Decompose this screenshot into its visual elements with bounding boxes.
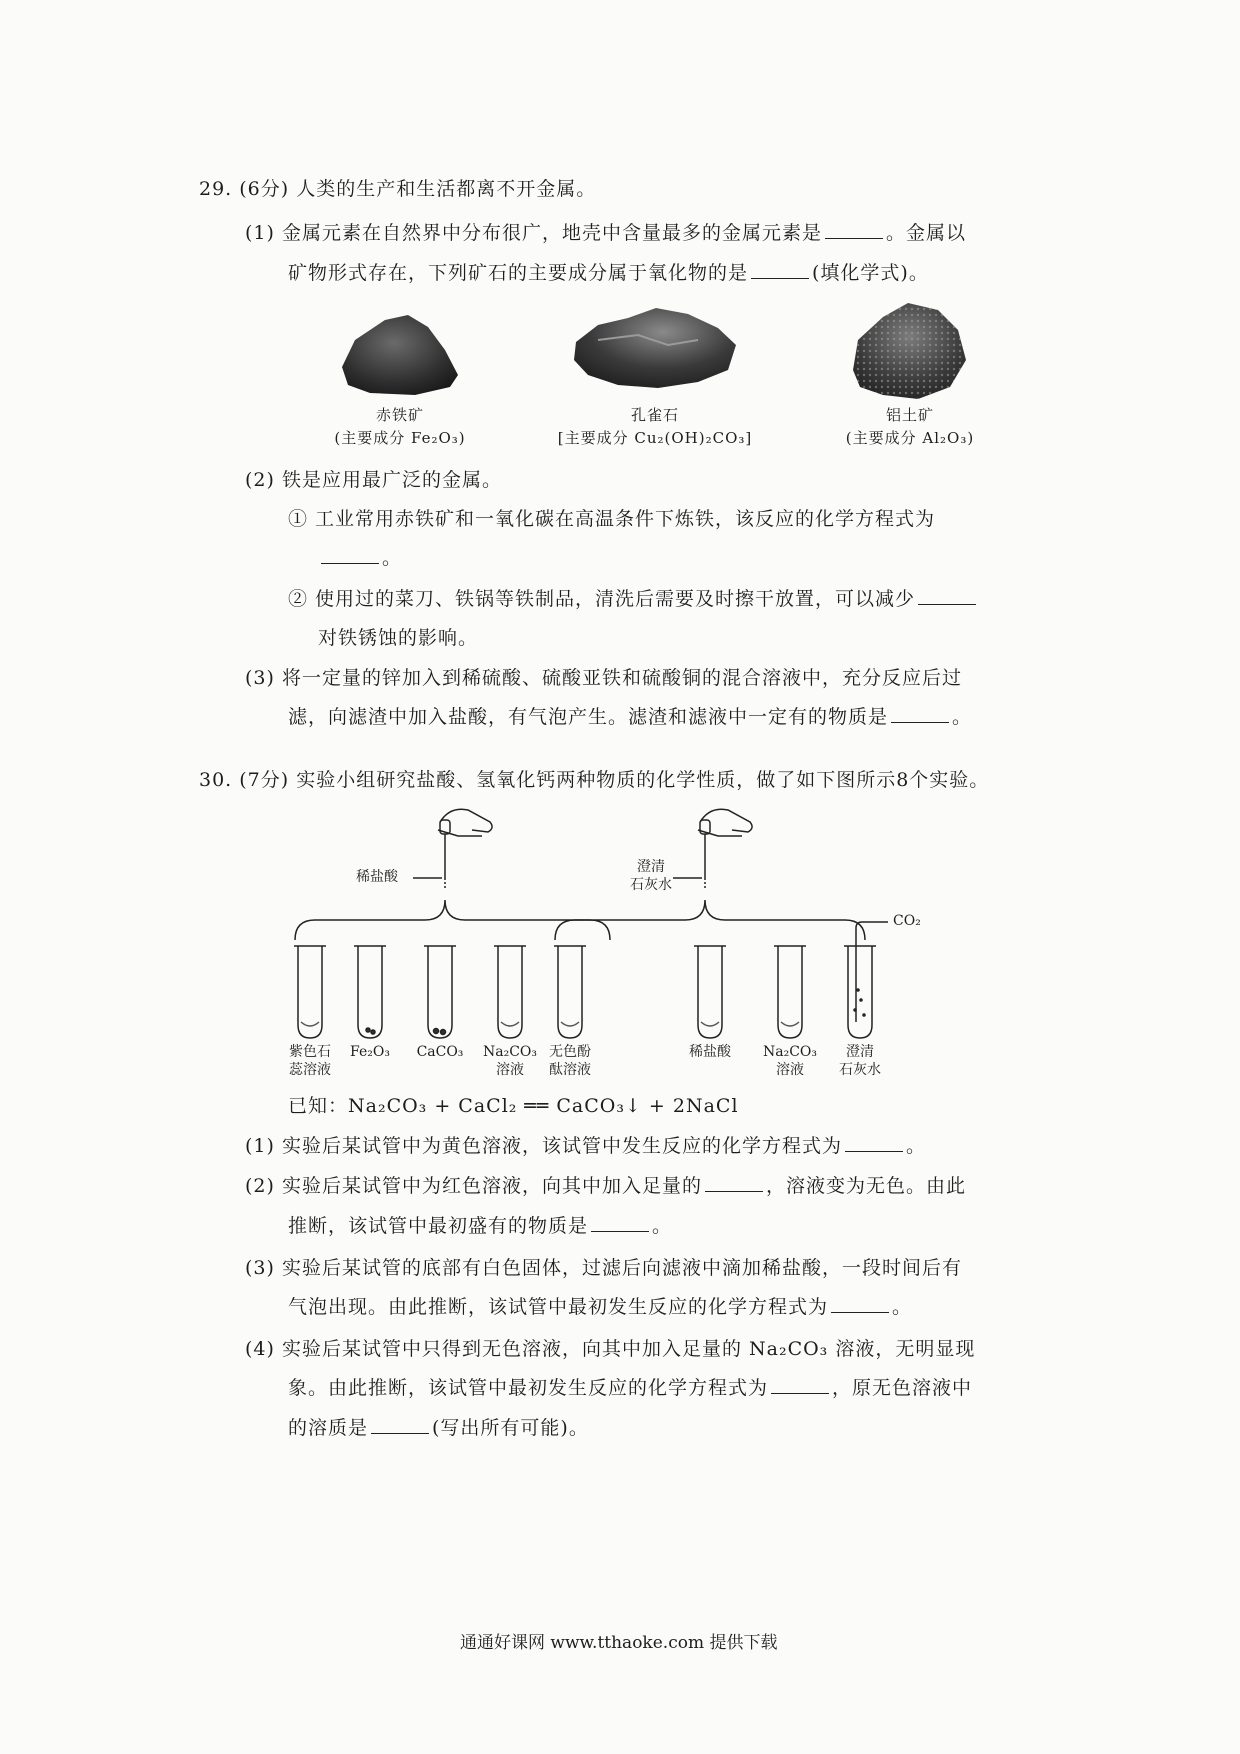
answer-blank[interactable] xyxy=(845,1133,903,1152)
text: (2) 实验后某试管中为红色溶液，向其中加入足量的 xyxy=(245,1175,702,1197)
text: ，原无色溶液中 xyxy=(832,1377,973,1399)
text: 石灰水 xyxy=(630,877,672,893)
text: 石灰水 xyxy=(839,1062,881,1078)
q29-part2-2 xyxy=(288,585,979,613)
q30-sub3-line2 xyxy=(288,1293,912,1321)
text: 澄清 xyxy=(637,859,665,875)
text: Fe₂O₃ xyxy=(350,1044,390,1060)
known-equation: 已知：Na₂CO₃ + CaCl₂ ══ CaCO₃↓ + 2NaCl xyxy=(288,1095,739,1117)
text: ② 使用过的菜刀、铁锅等铁制品，清洗后需要及时擦干放置，可以减少 xyxy=(288,588,916,610)
ore-name-2: 孔雀石 xyxy=(630,406,679,424)
answer-blank[interactable] xyxy=(918,586,976,605)
text: (1) 金属元素在自然界中分布很广，地壳中含量最多的金属元素是 xyxy=(245,222,822,244)
text: 。 xyxy=(382,547,403,569)
ore-formula-1: (主要成分 Fe₂O₃) xyxy=(334,429,466,447)
bauxite-ore-image xyxy=(838,295,978,410)
tube-label-7 xyxy=(755,1043,825,1079)
text: 。 xyxy=(652,1215,673,1237)
tube-label-2 xyxy=(340,1043,400,1061)
answer-blank[interactable] xyxy=(371,1415,429,1434)
footer-source: 通通好课网 www.tthaoke.com 提供下载 xyxy=(460,1633,778,1653)
text: (填化学式)。 xyxy=(812,262,929,284)
q30-sub4-line2 xyxy=(288,1374,972,1402)
text: 无色酚 xyxy=(549,1044,591,1060)
answer-blank[interactable] xyxy=(321,545,379,564)
text: 紫色石 xyxy=(289,1044,331,1060)
q30-sub1 xyxy=(245,1132,926,1160)
tube-label-3 xyxy=(410,1043,470,1061)
malachite-ore-image xyxy=(568,300,743,400)
test-tube-5-icon xyxy=(554,946,586,1038)
text: 溶液 xyxy=(776,1062,804,1078)
text: CaCO₃ xyxy=(416,1044,464,1060)
q29-part2-2-cont: 对铁锈蚀的影响。 xyxy=(318,627,479,649)
q30-sub2-line1 xyxy=(245,1172,966,1200)
hematite-ore-image xyxy=(330,305,470,405)
tube-label-4 xyxy=(475,1043,545,1079)
text: 澄清 xyxy=(846,1044,874,1060)
tube-label-6 xyxy=(680,1043,740,1061)
q29-part3-line2 xyxy=(288,703,972,731)
dropper-label-acid: 稀盐酸 xyxy=(356,869,398,885)
text: 稀盐酸 xyxy=(689,1044,731,1060)
q29-part1-line2 xyxy=(288,259,929,287)
text: 滤，向滤渣中加入盐酸，有气泡产生。滤渣和滤液中一定有的物质是 xyxy=(288,706,889,728)
q30-sub4-line1: (4) 实验后某试管中只得到无色溶液，向其中加入足量的 Na₂CO₃ 溶液，无明显现 xyxy=(245,1338,976,1360)
ore-name-3: 铝土矿 xyxy=(885,406,934,424)
ore-formula-3: (主要成分 Al₂O₃) xyxy=(845,429,975,447)
text: 。 xyxy=(952,706,973,728)
experiment-diagram xyxy=(290,800,950,1060)
test-tube-2-icon xyxy=(354,946,386,1038)
q30-sub3-line1: (3) 实验后某试管的底部有白色固体，过滤后向滤液中滴加稀盐酸，一段时间后有 xyxy=(245,1257,962,1279)
text: 象。由此推断，该试管中最初发生反应的化学方程式为 xyxy=(288,1377,769,1399)
dropper-hand-right-icon xyxy=(698,809,752,888)
text: 。 xyxy=(892,1296,913,1318)
answer-blank[interactable] xyxy=(831,1294,889,1313)
answer-blank[interactable] xyxy=(891,704,949,723)
answer-blank[interactable] xyxy=(771,1375,829,1394)
text: 气泡出现。由此推断，该试管中最初发生反应的化学方程式为 xyxy=(288,1296,829,1318)
ore-formula-2: [主要成分 Cu₂(OH)₂CO₃] xyxy=(557,429,753,447)
text: 。 xyxy=(905,1135,926,1157)
test-tube-7-icon xyxy=(774,946,806,1038)
test-tube-4-icon xyxy=(494,946,526,1038)
q29-part3-line1: (3) 将一定量的锌加入到稀硫酸、硫酸亚铁和硫酸铜的混合溶液中，充分反应后过 xyxy=(245,667,962,689)
test-tube-3-icon xyxy=(424,946,456,1038)
test-tube-1-icon xyxy=(294,946,326,1038)
answer-blank[interactable] xyxy=(825,220,883,239)
answer-blank[interactable] xyxy=(705,1173,763,1192)
tube-label-1 xyxy=(280,1043,340,1079)
dropper-hand-left-icon xyxy=(438,809,492,888)
q30-intro: 30. (7分) 实验小组研究盐酸、氢氧化钙两种物质的化学性质，做了如下图所示8个实验。 xyxy=(199,769,990,791)
text: 溶液 xyxy=(496,1062,524,1078)
text: ，溶液变为无色。由此 xyxy=(765,1175,966,1197)
text: (1) 实验后某试管中为黄色溶液，该试管中发生反应的化学方程式为 xyxy=(245,1135,842,1157)
ore-name-1: 赤铁矿 xyxy=(375,406,424,424)
q30-sub2-line2 xyxy=(288,1212,672,1240)
tube-label-8 xyxy=(830,1043,890,1079)
q29-intro: 29. (6分) 人类的生产和生活都离不开金属。 xyxy=(199,178,597,200)
q30-sub4-line3 xyxy=(288,1414,589,1442)
text: 蕊溶液 xyxy=(289,1062,331,1078)
q29-part2-1: ① 工业常用赤铁矿和一氧化碳在高温条件下炼铁，该反应的化学方程式为 xyxy=(288,508,936,530)
answer-blank[interactable] xyxy=(591,1213,649,1232)
test-tube-8-icon xyxy=(844,922,888,1038)
text: 。金属以 xyxy=(885,222,966,244)
text: Na₂CO₃ xyxy=(762,1044,817,1060)
text: 推断，该试管中最初盛有的物质是 xyxy=(288,1215,589,1237)
text: Na₂CO₃ xyxy=(482,1044,537,1060)
dropper-label-limewater xyxy=(628,858,674,894)
q29-part1-line1 xyxy=(245,219,966,247)
text: 矿物形式存在，下列矿石的主要成分属于氧化物的是 xyxy=(288,262,749,284)
answer-blank[interactable] xyxy=(751,260,809,279)
q29-part2: (2) 铁是应用最广泛的金属。 xyxy=(245,469,502,491)
q29-part2-1-blank-line xyxy=(318,544,402,572)
test-tube-6-icon xyxy=(694,946,726,1038)
text: 的溶质是 xyxy=(288,1417,369,1439)
co2-label: CO₂ xyxy=(893,913,921,929)
tube-label-5 xyxy=(540,1043,600,1079)
text: (写出所有可能)。 xyxy=(432,1417,589,1439)
text: 酞溶液 xyxy=(549,1062,591,1078)
